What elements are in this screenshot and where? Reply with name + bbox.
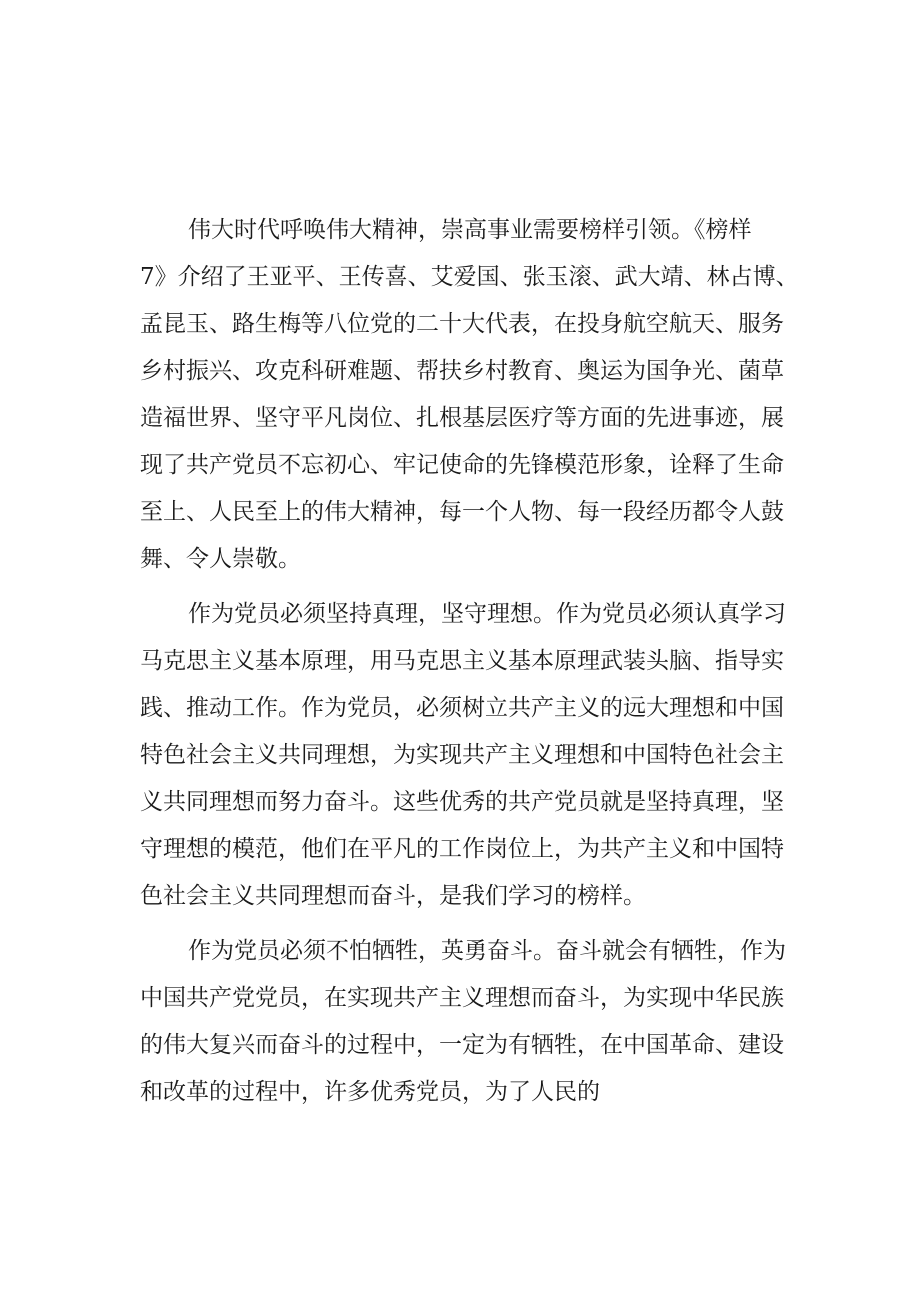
paragraph-2-line-5: 义共同理想而努力奋斗。这些优秀的共产党员就是坚持真理，坚 [140, 789, 784, 815]
paragraph-2-line-6: 守理想的模范，他们在平凡的工作岗位上，为共产主义和中国特 [140, 836, 784, 862]
paragraph-3-line-3: 的伟大复兴而奋斗的过程中，一定为有牺牲，在中国革命、建设 [140, 1032, 784, 1058]
paragraph-1-line-1: 伟大时代呼唤伟大精神，崇高事业需要榜样引领。《榜样 [188, 217, 752, 243]
paragraph-1-line-5: 造福世界、坚守平凡岗位、扎根基层医疗等方面的先进事迹，展 [140, 405, 784, 431]
paragraph-3-line-2: 中国共产党党员，在实现共产主义理想而奋斗，为实现中华民族 [140, 985, 784, 1011]
paragraph-3-line-4: 和改革的过程中，许多优秀党员，为了人民的 [140, 1079, 600, 1105]
paragraph-2-line-3: 践、推动工作。作为党员，必须树立共产主义的远大理想和中国 [140, 695, 784, 721]
paragraph-2-line-1: 作为党员必须坚持真理，坚守理想。作为党员必须认真学习 [188, 601, 786, 627]
paragraph-1-line-2: 7》介绍了王亚平、王传喜、艾爱国、张玉滚、武大靖、林占博、 [140, 264, 799, 290]
paragraph-2-line-4: 特色社会主义共同理想，为实现共产主义理想和中国特色社会主 [140, 742, 784, 768]
paragraph-2-line-2: 马克思主义基本原理，用马克思主义基本原理武装头脑、指导实 [140, 648, 784, 674]
paragraph-3-line-1: 作为党员必须不怕牺牲，英勇奋斗。奋斗就会有牺牲，作为 [188, 938, 786, 964]
paragraph-2-line-7: 色社会主义共同理想而奋斗，是我们学习的榜样。 [140, 883, 646, 909]
paragraph-1-line-7: 至上、人民至上的伟大精神，每一个人物、每一段经历都令人鼓 [140, 499, 784, 525]
paragraph-1-line-8: 舞、令人崇敬。 [140, 546, 301, 572]
paragraph-1-line-6: 现了共产党员不忘初心、牢记使命的先锋模范形象，诠释了生命 [140, 452, 784, 478]
paragraph-1-line-3: 孟昆玉、路生梅等八位党的二十大代表，在投身航空航天、服务 [140, 311, 784, 337]
paragraph-1-line-4: 乡村振兴、攻克科研难题、帮扶乡村教育、奥运为国争光、菌草 [140, 358, 784, 384]
